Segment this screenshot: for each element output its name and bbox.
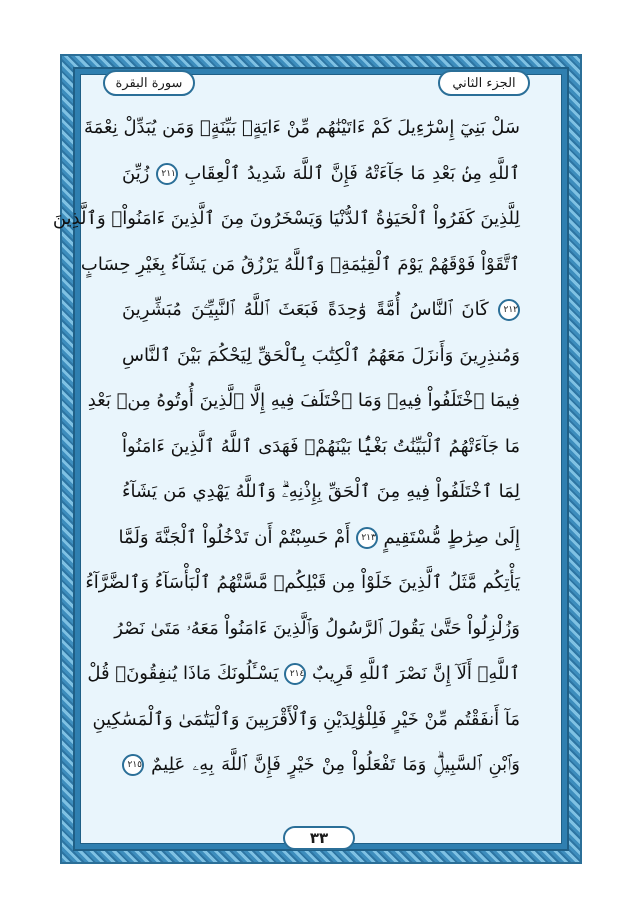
verse-lines xyxy=(52,108,520,808)
verse-text: وَٱبْنِ ٱلسَّبِيلِۗ وَمَا تَفْعَلُواْ مِنْ خَيْرٍ فَإِنَّ ٱللَّهَ بِهِۦ عَلِيمٌ xyxy=(144,754,520,775)
verse-text: لِمَا ٱخْتَلَفُواْ فِيهِ مِنَ ٱلْحَقِّ بِإِذْنِهِۦۗ وَٱللَّهُ يَهْدِي مَن يَشَآءُ xyxy=(122,481,520,502)
juz-label: الجزء الثاني xyxy=(438,70,530,96)
ayah-number-marker: ٢١٥ xyxy=(122,754,144,776)
verse-text: ٱللَّهِ مِنۢ بَعْدِ مَا جَآءَتْهُ فَإِنَّ ٱللَّهَ شَدِيدُ ٱلْعِقَابِ xyxy=(177,162,520,184)
verse-text: يَأْتِكُم مَّثَلُ ٱلَّذِينَ خَلَوْاْ مِن قَبْلِكُمۖ مَّسَّتْهُمُ ٱلْبَأْسَآءُ وَٱلضَّرَّآءُ xyxy=(85,572,520,593)
verse-line xyxy=(85,563,520,603)
verse-text: وَزُلْزِلُواْ حَتَّىٰ يَقُولَ ٱلرَّسُولُ وَٱلَّذِينَ ءَامَنُواْ مَعَهُۥ مَتَىٰ نَصْرُ xyxy=(114,617,520,639)
verse-line xyxy=(122,336,520,376)
verse-line xyxy=(92,700,520,740)
verse-text: ٱتَّقَوْاْ فَوْقَهُمْ يَوْمَ ٱلْقِيَٰمَةِۗ وَٱللَّهُ يَرْزُقُ مَن يَشَآءُ بِغَيْرِ حِسَابٍ xyxy=(80,253,520,275)
verse-line xyxy=(114,609,520,649)
verse-text: مَآ أَنفَقْتُم مِّنْ خَيْرٍ فَلِلْوَٰلِدَيْنِ وَٱلْأَقْرَبِينَ وَٱلْيَتَٰمَىٰ وَٱلْمَسَٰكِينِ xyxy=(92,708,520,730)
ayah-number-marker: ٢١١ xyxy=(156,163,178,185)
ayah-number-marker: ٢١٣ xyxy=(356,527,378,549)
ayah-number-marker: ٢١٤ xyxy=(284,663,306,685)
page-number: ٣٣ xyxy=(283,826,355,850)
ayah-number-marker: ٢١٢ xyxy=(498,299,520,321)
verse-text-after-marker: يَسْـَٔلُونَكَ مَاذَا يُنفِقُونَۖ قُلْ xyxy=(87,663,285,684)
verse-text: لِلَّذِينَ كَفَرُواْ ٱلْحَيَوٰةُ ٱلدُّنْيَا وَيَسْخَرُونَ مِنَ ٱلَّذِينَ ءَامَنُواْۘ وَٱلَّذِينَ xyxy=(52,208,520,229)
verse-text-after-marker: كَانَ ٱلنَّاسُ أُمَّةً وَٰحِدَةً فَبَعَثَ ٱللَّهُ ٱلنَّبِيِّـۧنَ مُبَشِّرِينَ xyxy=(122,299,498,320)
verse-line xyxy=(87,654,520,694)
verse-text: سَلْ بَنِيٓ إِسْرَٰٓءِيلَ كَمْ ءَاتَيْنَٰهُم مِّنْ ءَايَةٍۭ بَيِّنَةٍۗ وَمَن يُبَدِّلْ نِعْمَةَ xyxy=(83,117,520,138)
verse-text: مَا جَآءَتْهُمُ ٱلْبَيِّنَٰتُ بَغْيًۢا بَيْنَهُمْۖ فَهَدَى ٱللَّهُ ٱلَّذِينَ ءَامَنُواْ xyxy=(122,435,520,457)
verse-line xyxy=(80,245,520,285)
verse-line xyxy=(83,108,520,148)
verse-text: إِلَىٰ صِرَٰطٍ مُّسْتَقِيمٍ xyxy=(377,526,520,548)
verse-text: ٱللَّهِۗ أَلَآ إِنَّ نَصْرَ ٱللَّهِ قَرِيبٌ xyxy=(306,663,520,684)
verse-text-after-marker: أَمْ حَسِبْتُمْ أَن تَدْخُلُواْ ٱلْجَنَّةَ وَلَمَّا xyxy=(118,526,356,548)
verse-line xyxy=(118,518,520,558)
verse-text-after-marker: زُيِّنَ xyxy=(122,162,156,184)
verse-line xyxy=(122,154,520,194)
surah-name-label: سورة البقرة xyxy=(103,70,195,96)
verse-line xyxy=(122,745,520,785)
verse-line xyxy=(87,381,520,421)
verse-line xyxy=(122,290,520,330)
verse-line xyxy=(52,199,520,239)
verse-line xyxy=(122,427,520,467)
verse-text: فِيمَا ٱخْتَلَفُواْ فِيهِۚ وَمَا ٱخْتَلَفَ فِيهِ إِلَّا ٱلَّذِينَ أُوتُوهُ مِنۢ بَعْدِ xyxy=(87,390,520,411)
verse-line xyxy=(122,472,520,512)
verse-text: وَمُنذِرِينَ وَأَنزَلَ مَعَهُمُ ٱلْكِتَٰبَ بِٱلْحَقِّ لِيَحْكُمَ بَيْنَ ٱلنَّاسِ xyxy=(122,344,520,366)
